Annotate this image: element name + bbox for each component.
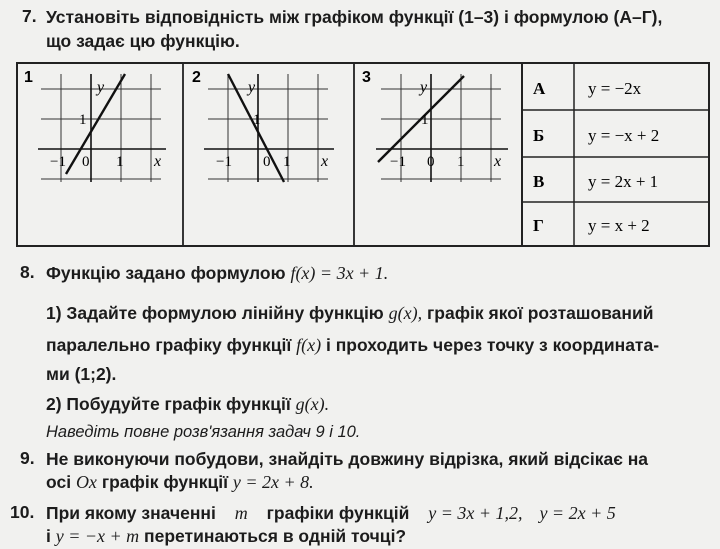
graph-2-y-label: y	[248, 79, 256, 96]
task7-text-line2: що задає цю функцію.	[46, 31, 240, 51]
task10-m: m	[234, 503, 248, 523]
task10-line1-b: графіки функцій	[266, 503, 410, 523]
graph-1-label: 1	[24, 69, 33, 86]
task8-sub2	[46, 393, 329, 415]
task9-formula: y = 2x + 8.	[232, 472, 314, 492]
graph-1-x-tick-neg: −1	[50, 154, 66, 170]
task7-number: 7.	[22, 6, 37, 26]
option-b-letter: Б	[533, 126, 545, 145]
option-g-formula: y = x + 2	[588, 216, 650, 235]
task9-ox: Ox	[75, 472, 97, 492]
task9-number: 9.	[20, 448, 35, 468]
task10-line1-a: При якому значенні	[46, 503, 216, 523]
task9-line2-a: осі	[46, 472, 72, 492]
task8-sub1-a: 1) Задайте формулою лінійну функцію	[46, 303, 384, 323]
task8-sub1-g: g(x),	[388, 303, 423, 323]
option-a-letter: А	[533, 79, 546, 98]
graph-1-x-label: x	[154, 153, 162, 170]
graph-3-x-label: x	[494, 153, 502, 170]
task8-sub1-line2	[46, 334, 659, 356]
graph-3-y-label: y	[420, 79, 428, 96]
graph-1	[24, 69, 166, 182]
option-b-formula: y = −x + 2	[588, 126, 660, 145]
graph-1-origin: 0	[82, 154, 90, 170]
graph-3	[362, 69, 508, 182]
task8-statement	[46, 262, 388, 284]
graph-3-origin: 0	[427, 154, 435, 170]
option-a-formula: y = −2x	[588, 79, 642, 98]
task9-line1: Не виконуючи побудови, знайдіть довжину відрізка, який відсікає на	[46, 449, 649, 469]
graph-2-x-label: x	[321, 153, 329, 170]
task9-line2-b: графік функції	[101, 472, 229, 492]
task8-sub1-f: f(x)	[296, 335, 322, 355]
task10-f2: y = 2x + 5	[539, 503, 616, 523]
graph-3-x-tick-neg: −1	[390, 154, 406, 170]
graph-3-x-tick-pos: 1	[457, 154, 465, 170]
graph-2-y-tick: 1	[253, 112, 261, 128]
task10-line2-a: і	[46, 526, 51, 546]
task8-sub2-a: 2) Побудуйте графік функції	[46, 394, 291, 414]
graph-2-x-tick-pos: 1	[283, 154, 291, 170]
task8-sub1-c: паралельно графіку функції	[46, 335, 292, 355]
task10-line1	[46, 502, 616, 524]
graph-1-y-tick: 1	[79, 112, 87, 128]
task8-sub1-b: графік якої розташований	[427, 303, 654, 323]
task10-f3: y = −x + m	[55, 526, 140, 546]
task8-sub1-d: і проходить через точку з координата-	[326, 335, 660, 355]
task9-line2	[46, 471, 314, 493]
graph-2-origin: 0	[263, 154, 271, 170]
task10-line2	[46, 525, 406, 547]
graph-1-x-tick-pos: 1	[116, 154, 124, 170]
task8-sub2-g: g(x).	[295, 394, 330, 414]
task8-sub1-line3: ми (1;2).	[46, 364, 117, 384]
graph-1-y-label: y	[97, 79, 105, 96]
task10-number: 10.	[10, 502, 35, 522]
task10-f1: y = 3x + 1,2,	[428, 503, 523, 523]
task7-matching-table	[16, 62, 710, 247]
graph-2-label: 2	[192, 69, 201, 86]
graph-3-label: 3	[362, 69, 371, 86]
task8-note: Наведіть повне розв'язання задач 9 і 10.	[46, 423, 361, 441]
task8-number: 8.	[20, 262, 35, 282]
task8-formula: f(x) = 3x + 1.	[290, 263, 389, 283]
task7-text-line1: Установіть відповідність між графіком функції (1–3) і формулою (А–Г),	[46, 7, 663, 27]
graph-2-function-line	[228, 74, 284, 182]
graph-3-y-tick: 1	[421, 112, 429, 128]
task10-line2-b: перетинаються в одній точці?	[144, 526, 407, 546]
graph-2-x-tick-neg: −1	[216, 154, 232, 170]
graph-2	[192, 69, 334, 182]
option-v-letter: В	[533, 172, 545, 191]
option-v-formula: y = 2x + 1	[588, 172, 659, 191]
task8-text: Функцію задано формулою	[46, 263, 286, 283]
option-g-letter: Г	[533, 216, 544, 235]
task8-sub1-line1	[46, 302, 654, 324]
